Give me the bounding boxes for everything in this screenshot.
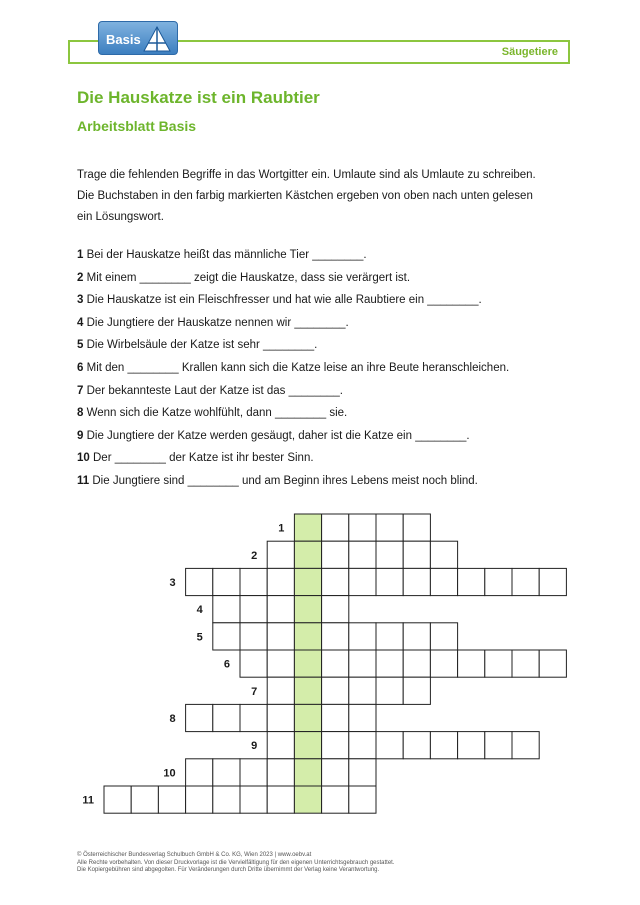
solution-cell[interactable] [294, 623, 321, 650]
row-number-label: 8 [169, 713, 176, 725]
row-number-label: 6 [223, 658, 230, 671]
crossword-cell[interactable] [186, 759, 213, 786]
crossword-cell[interactable] [213, 623, 240, 650]
clue-number: 5 [77, 339, 84, 352]
logo-text: Basis [106, 32, 141, 47]
crossword-cell[interactable] [403, 541, 430, 568]
instruction-line: Trage die fehlenden Begriffe in das Wortgitter ein. Umlaute sind als Umlaute zu schreiben. [77, 169, 536, 181]
row-number-label: 10 [163, 767, 176, 780]
crossword-cell[interactable] [376, 568, 403, 595]
clue-text: Der bekannteste Laut der Katze ist das ________. [86, 384, 343, 397]
crossword-cell[interactable] [512, 568, 539, 595]
crossword-cell[interactable] [349, 541, 376, 568]
clue-text: Die Jungtiere sind ________ und am Beginn ihres Lebens meist noch blind. [92, 474, 478, 487]
clue-text: Die Jungtiere der Hauskatze nennen wir ________. [86, 316, 349, 329]
page-subtitle: Arbeitsblatt Basis [77, 118, 197, 134]
crossword-cell[interactable] [322, 623, 349, 650]
row-number-label: 11 [82, 794, 94, 807]
crossword-cell[interactable] [403, 732, 430, 759]
crossword-cell[interactable] [458, 650, 485, 677]
crossword-cell[interactable] [376, 541, 403, 568]
crossword-cell[interactable] [349, 732, 376, 759]
clue-number: 3 [77, 294, 84, 307]
clue-number: 8 [77, 407, 84, 420]
crossword-cell[interactable] [322, 650, 349, 677]
crossword-cell[interactable] [539, 650, 566, 677]
crossword-cell[interactable] [267, 568, 294, 595]
clue-number: 10 [77, 452, 90, 465]
clue-number: 6 [77, 361, 84, 374]
footer-line: Die Kopiergebühren sind abgegolten. Für Veränderungen durch Dritte übernimmt der Verlag keine Verantwortung. [77, 867, 380, 874]
crossword-cell[interactable] [349, 650, 376, 677]
crossword-cell[interactable] [267, 732, 294, 759]
crossword-cell[interactable] [267, 759, 294, 786]
crossword-cell[interactable] [267, 786, 294, 813]
crossword-cell[interactable] [539, 568, 566, 595]
crossword-cell[interactable] [322, 541, 349, 568]
clue-number: 4 [77, 316, 84, 329]
row-number-label: 7 [251, 685, 258, 698]
crossword-cell[interactable] [213, 704, 240, 731]
row-number-label: 4 [196, 604, 203, 617]
crossword-cell[interactable] [458, 732, 485, 759]
solution-cell[interactable] [294, 732, 321, 759]
clue-text: Die Hauskatze ist ein Fleischfresser und hat wie alle Raubtiere ein ________. [86, 294, 482, 307]
crossword-cell[interactable] [458, 568, 485, 595]
crossword-cell[interactable] [104, 786, 131, 813]
crossword-cell[interactable] [267, 650, 294, 677]
row-number-label: 3 [169, 577, 176, 589]
crossword-cell[interactable] [485, 732, 512, 759]
crossword-cell[interactable] [485, 568, 512, 595]
crossword-cell[interactable] [430, 568, 457, 595]
crossword-cell[interactable] [240, 650, 267, 677]
clue-text: Wenn sich die Katze wohlfühlt, dann ________ sie. [86, 407, 348, 420]
crossword-cell[interactable] [430, 650, 457, 677]
crossword-cell[interactable] [376, 732, 403, 759]
crossword-cell[interactable] [349, 786, 376, 813]
crossword-cell[interactable] [349, 759, 376, 786]
solution-cell[interactable] [294, 650, 321, 677]
clue-text: Der ________ der Katze ist ihr bester Sinn. [93, 452, 314, 465]
crossword-cell[interactable] [376, 677, 403, 704]
solution-cell[interactable] [294, 704, 321, 731]
crossword-cell[interactable] [240, 623, 267, 650]
crossword-cell[interactable] [158, 786, 185, 813]
subject-label: Säugetiere [501, 46, 558, 58]
crossword-cell[interactable] [267, 704, 294, 731]
footer-line: Alle Rechte vorbehalten. Von dieser Druckvorlage ist die Vervielfältigung für den eigenen Unterrichtsgebrauch gestattet. [77, 859, 395, 866]
crossword-cell[interactable] [186, 704, 213, 731]
solution-cell[interactable] [294, 677, 321, 704]
instruction-line: ein Lösungswort. [77, 211, 164, 223]
clue-number: 1 [77, 249, 84, 261]
crossword-cell[interactable] [430, 623, 457, 650]
clue-number: 2 [77, 271, 84, 284]
crossword-cell[interactable] [131, 786, 158, 813]
crossword-cell[interactable] [512, 732, 539, 759]
crossword-cell[interactable] [186, 568, 213, 595]
clue-number: 7 [77, 384, 84, 397]
solution-cell[interactable] [294, 759, 321, 786]
solution-cell[interactable] [294, 514, 321, 541]
crossword-cell[interactable] [322, 568, 349, 595]
crossword-cell[interactable] [349, 704, 376, 731]
crossword-cell[interactable] [376, 650, 403, 677]
row-number-label: 9 [251, 740, 258, 753]
clue-text: Mit einem ________ zeigt die Hauskatze, dass sie verärgert ist. [86, 271, 411, 284]
crossword-cell[interactable] [267, 677, 294, 704]
crossword-cell[interactable] [430, 541, 457, 568]
crossword-cell[interactable] [322, 677, 349, 704]
crossword-cell[interactable] [213, 786, 240, 813]
page-title: Die Hauskatze ist ein Raubtier [77, 88, 320, 107]
footer-copyright [77, 852, 537, 875]
crossword-cell[interactable] [349, 514, 376, 541]
solution-cell[interactable] [294, 786, 321, 813]
clue-number: 11 [77, 474, 90, 487]
crossword-cell[interactable] [267, 623, 294, 650]
clue-text: Mit den ________ Krallen kann sich die Katze leise an ihre Beute heranschleichen. [86, 361, 510, 374]
crossword-cell[interactable] [240, 704, 267, 731]
row-number-label: 1 [278, 522, 285, 535]
crossword-cell[interactable] [403, 623, 430, 650]
crossword-cell[interactable] [186, 786, 213, 813]
crossword-cell[interactable] [267, 596, 294, 623]
footer-line: © Österreichischer Bundesverlag Schulbuch GmbH & Co. KG, Wien 2023 | www.oebv.at [77, 852, 312, 858]
crossword-cell[interactable] [376, 623, 403, 650]
crossword-cell[interactable] [403, 514, 430, 541]
crossword-cell[interactable] [240, 786, 267, 813]
clue-text: Die Wirbelsäule der Katze ist sehr ________. [86, 339, 318, 352]
crossword-cell[interactable] [322, 514, 349, 541]
crossword-cell[interactable] [322, 732, 349, 759]
crossword-cell[interactable] [322, 786, 349, 813]
crossword-cell[interactable] [322, 596, 349, 623]
solution-cell[interactable] [294, 568, 321, 595]
clue-text: Bei der Hauskatze heißt das männliche Tier ________. [86, 249, 367, 261]
row-number-label: 2 [251, 549, 258, 562]
crossword-cell[interactable] [403, 650, 430, 677]
instruction-line: Die Buchstaben in den farbig markierten Kästchen ergeben von oben nach unten gelesen [77, 190, 533, 202]
crossword-cell[interactable] [349, 677, 376, 704]
crossword-cell[interactable] [240, 596, 267, 623]
crossword-cell[interactable] [322, 759, 349, 786]
crossword-cell[interactable] [485, 650, 512, 677]
clue-text: Die Jungtiere der Katze werden gesäugt, daher ist die Katze ein ________. [86, 429, 470, 442]
crossword-cell[interactable] [403, 677, 430, 704]
crossword-cell[interactable] [213, 596, 240, 623]
crossword-cell[interactable] [240, 759, 267, 786]
crossword-cell[interactable] [240, 568, 267, 595]
clue-number: 9 [77, 429, 84, 442]
crossword-cell[interactable] [213, 759, 240, 786]
crossword-cell[interactable] [213, 568, 240, 595]
row-number-label: 5 [196, 631, 203, 644]
crossword-cell[interactable] [322, 704, 349, 731]
solution-cell[interactable] [294, 541, 321, 568]
crossword-cell[interactable] [349, 568, 376, 595]
crossword-cell[interactable] [403, 568, 430, 595]
crossword-cell[interactable] [430, 732, 457, 759]
crossword-cell[interactable] [512, 650, 539, 677]
solution-cell[interactable] [294, 596, 321, 623]
crossword-cell[interactable] [349, 623, 376, 650]
crossword-cell[interactable] [376, 514, 403, 541]
crossword-cell[interactable] [267, 541, 294, 568]
